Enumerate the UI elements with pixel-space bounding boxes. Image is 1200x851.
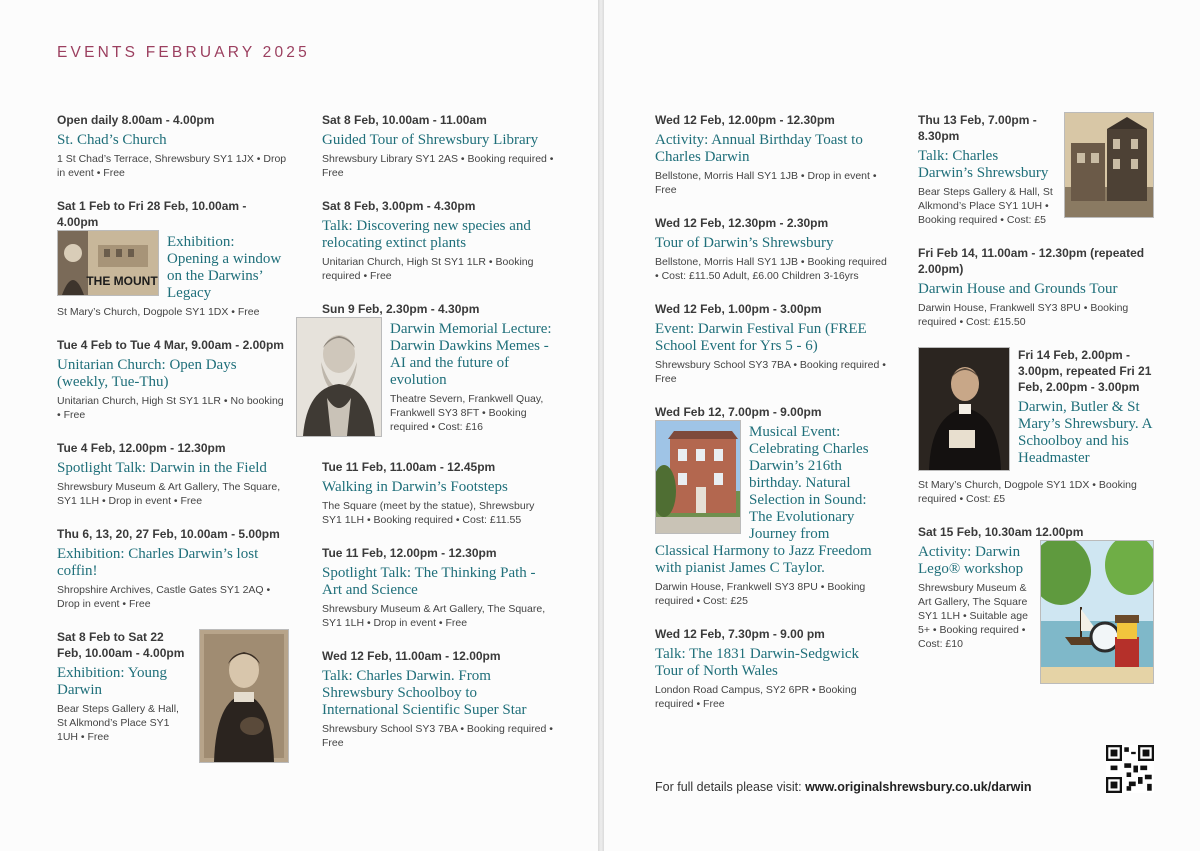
event-item: [57, 440, 289, 508]
event-location: Bear Steps Gallery & Hall, St Alkmond’s Place SY1 1UH • Booking required • Cost: £5: [918, 186, 1053, 226]
event-date: Sat 8 Feb, 10.00am - 11.00am: [322, 113, 487, 127]
event-item: [57, 337, 289, 422]
shrewsbury-building-photo-image: [1064, 112, 1154, 218]
event-title: Activity: Darwin Lego® workshop: [918, 544, 1024, 577]
event-title: Unitarian Church: Open Days (weekly, Tue-Thu): [57, 357, 237, 390]
event-date: Fri 14 Feb, 2.00pm - 3.00pm, repeated Fri 21 Feb, 2.00pm - 3.00pm: [1018, 348, 1152, 394]
lego-workshop-image: [1040, 540, 1154, 684]
event-item: [918, 112, 1154, 227]
event-date: Wed 12 Feb, 1.00pm - 3.00pm: [655, 302, 822, 316]
event-date: Wed 12 Feb, 12.00pm - 12.30pm: [655, 113, 835, 127]
event-date: Sat 1 Feb to Fri 28 Feb, 10.00am - 4.00pm: [57, 199, 247, 229]
event-item: [322, 198, 554, 283]
event-item: [918, 524, 1154, 651]
event-date: Wed Feb 12, 7.00pm - 9.00pm: [655, 405, 822, 419]
event-item: [57, 112, 289, 180]
event-title: Spotlight Talk: The Thinking Path - Art and Science: [322, 565, 536, 598]
event-location: Bear Steps Gallery & Hall, St Alkmond’s Place SY1 1UH • Free: [57, 703, 179, 743]
event-date: Open daily 8.00am - 4.00pm: [57, 113, 215, 127]
event-item: [322, 459, 554, 527]
event-location: Bellstone, Morris Hall SY1 1JB • Booking required • Cost: £11.50 Adult, £6.00 Children 3-16yrs: [655, 256, 887, 282]
event-item: [655, 301, 887, 386]
event-location: Shrewsbury School SY3 7BA • Booking required • Free: [322, 723, 553, 749]
event-title: Activity: Annual Birthday Toast to Charles Darwin: [655, 132, 863, 165]
event-title: Darwin Memorial Lecture: Darwin Dawkins Memes - AI and the future of evolution: [390, 321, 552, 388]
event-location: Theatre Severn, Frankwell Quay, Frankwell SY3 8FT • Booking required • Cost: £16: [390, 393, 544, 433]
headmaster-portrait-image: [918, 347, 1010, 471]
event-item: [655, 626, 887, 711]
event-item: [322, 648, 554, 750]
event-title: St. Chad’s Church: [57, 132, 167, 148]
event-location: St Mary’s Church, Dogpole SY1 1DX • Free: [57, 306, 260, 318]
qr-code-icon[interactable]: [1106, 745, 1154, 793]
event-item: [918, 347, 1154, 506]
event-title: Talk: Charles Darwin. From Shrewsbury Schoolboy to International Scientific Super Star: [322, 668, 527, 718]
event-date: Sun 9 Feb, 2.30pm - 4.30pm: [322, 302, 480, 316]
event-date: Thu 13 Feb, 7.00pm - 8.30pm: [918, 113, 1037, 143]
event-title: Spotlight Talk: Darwin in the Field: [57, 460, 267, 476]
event-date: Tue 4 Feb, 12.00pm - 12.30pm: [57, 441, 226, 455]
event-location: St Mary’s Church, Dogpole SY1 1DX • Booking required • Cost: £5: [918, 479, 1137, 505]
event-title: Exhibition: Young Darwin: [57, 665, 168, 698]
event-item: [57, 198, 289, 319]
event-title: Event: Darwin Festival Fun (FREE School Event for Yrs 5 - 6): [655, 321, 867, 354]
event-location: London Road Campus, SY2 6PR • Booking required • Free: [655, 684, 857, 710]
event-location: Shrewsbury Museum & Art Gallery, The Square, SY1 1LH • Drop in event • Free: [322, 603, 546, 629]
event-location: Darwin House, Frankwell SY3 8PU • Booking required • Cost: £25: [655, 581, 866, 607]
event-title: Exhibition: Opening a window on the Darwins’ Legacy: [167, 234, 282, 301]
young-darwin-portrait-image: [199, 629, 289, 763]
event-date: Wed 12 Feb, 11.00am - 12.00pm: [322, 649, 501, 663]
event-date: Tue 11 Feb, 11.00am - 12.45pm: [322, 460, 496, 474]
event-title: Tour of Darwin’s Shrewsbury: [655, 235, 834, 251]
event-location: Unitarian Church, High St SY1 1LR • Booking required • Free: [322, 256, 534, 282]
event-location: Shrewsbury Library SY1 2AS • Booking required • Free: [322, 153, 554, 179]
event-location: Unitarian Church, High St SY1 1LR • No booking • Free: [57, 395, 284, 421]
event-date: Tue 4 Feb to Tue 4 Mar, 9.00am - 2.00pm: [57, 338, 284, 352]
column-4: [918, 112, 1154, 688]
exhibition-poster-image: [57, 230, 159, 296]
event-item: [322, 301, 554, 441]
event-location: Shrewsbury Museum & Art Gallery, The Square, SY1 1LH • Drop in event • Free: [57, 481, 281, 507]
event-title: Exhibition: Charles Darwin’s lost coffin!: [57, 546, 259, 579]
event-date: Wed 12 Feb, 12.30pm - 2.30pm: [655, 216, 829, 230]
event-date: Tue 11 Feb, 12.00pm - 12.30pm: [322, 546, 497, 560]
event-title: Talk: Discovering new species and relocating extinct plants: [322, 218, 531, 251]
event-item: [322, 545, 554, 630]
column-1: [57, 112, 289, 767]
column-3: [655, 112, 887, 729]
event-title: Musical Event: Celebrating Charles Darwin’s 216th birthday. Natural Selection in Sound: The Evolutionary Journey from Classical Harmony to Jazz Freedom with pianist James C Taylor.: [655, 424, 872, 576]
event-location: Shrewsbury Museum & Art Gallery, The Square SY1 1LH • Suitable age 5+ • Booking required • Cost: £10: [918, 582, 1028, 650]
footer-url-link[interactable]: www.originalshrewsbury.co.uk/darwin: [805, 780, 1032, 794]
event-location: Darwin House, Frankwell SY3 8PU • Booking required • Cost: £15.50: [918, 302, 1129, 328]
footer-label: For full details please visit:: [655, 780, 802, 794]
event-title: Talk: The 1831 Darwin-Sedgwick Tour of North Wales: [655, 646, 860, 679]
event-title: Guided Tour of Shrewsbury Library: [322, 132, 539, 148]
event-location: 1 St Chad’s Terrace, Shrewsbury SY1 1JX • Drop in event • Free: [57, 153, 287, 179]
event-title: Talk: Charles Darwin’s Shrewsbury: [918, 148, 1049, 181]
event-date: Sat 8 Feb, 3.00pm - 4.30pm: [322, 199, 476, 213]
event-date: Fri Feb 14, 11.00am - 12.30pm (repeated 2.00pm): [918, 246, 1145, 276]
event-title: Darwin House and Grounds Tour: [918, 281, 1118, 297]
event-title: Walking in Darwin’s Footsteps: [322, 479, 508, 495]
event-date: Sat 15 Feb, 10.30am 12.00pm: [918, 525, 1084, 539]
event-item: [655, 112, 887, 197]
event-item: [57, 629, 289, 744]
column-2: [322, 112, 554, 768]
event-item: [655, 215, 887, 283]
footer-details: [655, 780, 1032, 794]
event-location: Shropshire Archives, Castle Gates SY1 2AQ • Drop in event • Free: [57, 584, 271, 610]
event-item: [322, 112, 554, 180]
event-item: [918, 245, 1154, 329]
event-date: Thu 6, 13, 20, 27 Feb, 10.00am - 5.00pm: [57, 527, 280, 541]
event-title: Darwin, Butler & St Mary’s Shrewsbury. A Schoolboy and his Headmaster: [1018, 399, 1152, 466]
event-location: Bellstone, Morris Hall SY1 1JB • Drop in event • Free: [655, 170, 877, 196]
page-heading: EVENTS FEBRUARY 2025: [57, 44, 310, 61]
event-date: Sat 8 Feb to Sat 22 Feb, 10.00am - 4.00pm: [57, 630, 185, 660]
event-location: The Square (meet by the statue), Shrewsbury SY1 1LH • Booking required • Cost: £11.55: [322, 500, 535, 526]
poster-title: THE MOUNT: [86, 274, 158, 288]
darwin-elder-portrait-image: [296, 317, 382, 437]
event-item: [655, 404, 887, 608]
darwin-house-photo-image: [655, 420, 741, 534]
event-date: Wed 12 Feb, 7.30pm - 9.00 pm: [655, 627, 825, 641]
event-location: Shrewsbury School SY3 7BA • Booking required • Free: [655, 359, 886, 385]
event-item: [57, 526, 289, 611]
